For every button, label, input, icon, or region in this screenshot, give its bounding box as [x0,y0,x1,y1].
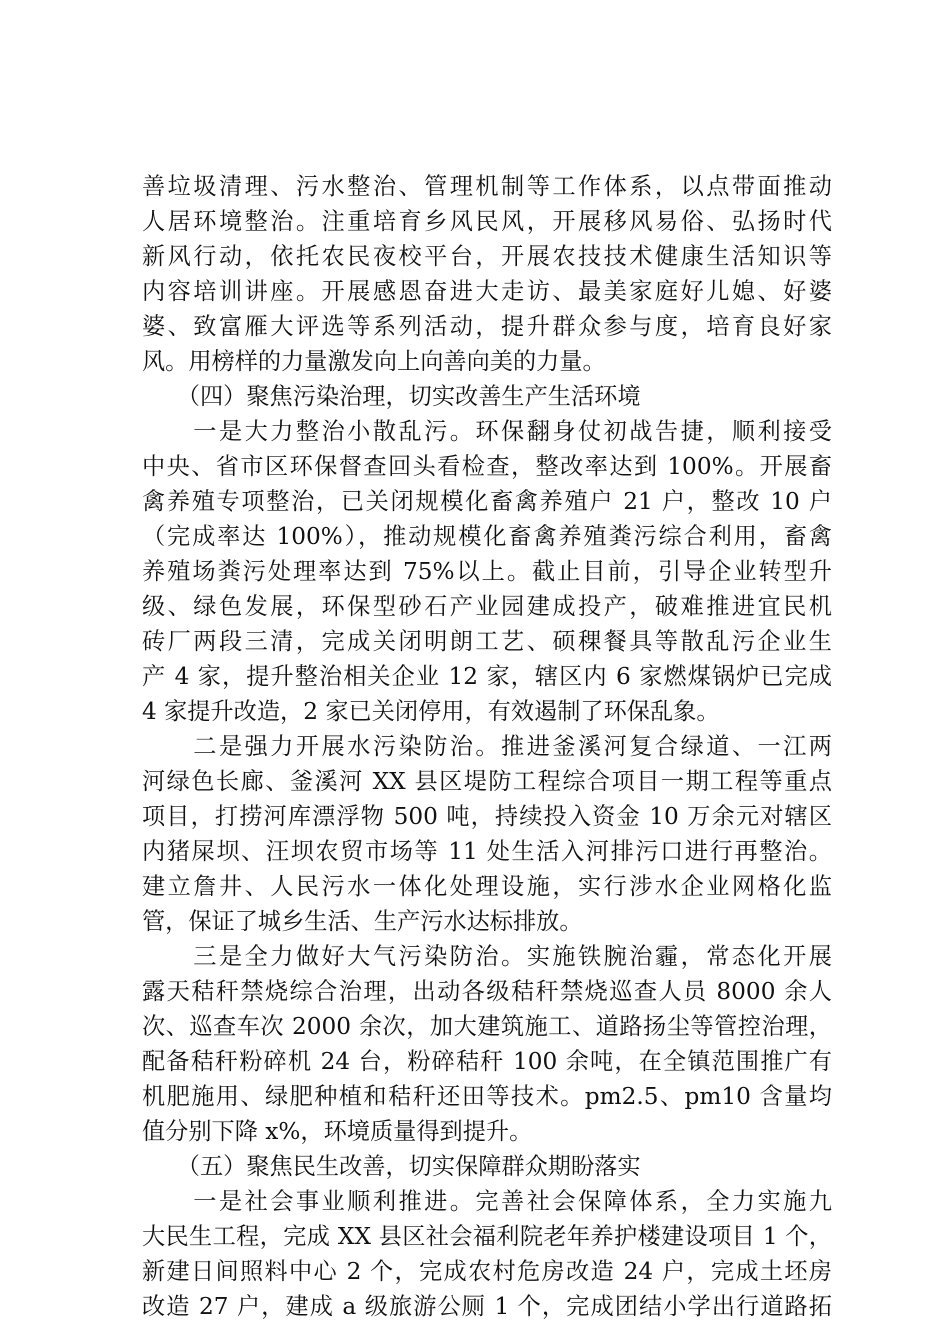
text-line: 新风行动，依托农民夜校平台，开展农技技术健康生活知识等 [142,243,832,270]
text-line: 级、绿色发展，环保型砂石产业园建成投产，破难推进宜民机 [142,593,832,620]
text-line: 禽养殖专项整治，已关闭规模化畜禽养殖户 21 户，整改 10 户 [142,488,832,515]
text-line: 一是社会事业顺利推进。完善社会保障体系，全力实施九 [142,1188,832,1215]
text-line: 机肥施用、绿肥种植和秸秆还田等技术。pm2.5、pm10 含量均 [142,1083,832,1110]
text-line: 河绿色长廊、釜溪河 XX 县区堤防工程综合项目一期工程等重点 [142,768,832,795]
section-heading: （五）聚焦民生改善，切实保障群众期盼落实 [142,1153,641,1180]
text-line: 内猪屎坝、汪坝农贸市场等 11 处生活入河排污口进行再整治。 [142,838,832,865]
text-line: 配备秸秆粉碎机 24 台，粉碎秸秆 100 余吨，在全镇范围推广有 [142,1048,832,1075]
text-line: 中央、省市区环保督查回头看检查，整改率达到 100%。开展畜 [142,453,832,480]
text-line: 三是全力做好大气污染防治。实施铁腕治霾，常态化开展 [142,943,832,970]
text-line: （完成率达 100%），推动规模化畜禽养殖粪污综合利用，畜禽 [142,523,832,550]
text-line: 婆、致富雁大评选等系列活动，提升群众参与度，培育良好家 [142,313,832,340]
text-line: 大民生工程，完成 XX 县区社会福利院老年养护楼建设项目 1 个， [142,1223,832,1250]
text-line: 4 家提升改造，2 家已关闭停用，有效遏制了环保乱象。 [142,698,720,725]
text-line: 人居环境整治。注重培育乡风民风，开展移风易俗、弘扬时代 [142,208,832,235]
text-line: 内容培训讲座。开展感恩奋进大走访、最美家庭好儿媳、好婆 [142,278,832,305]
text-line: 值分别下降 x%，环境质量得到提升。 [142,1118,533,1145]
text-line: 次、巡查车次 2000 余次，加大建筑施工、道路扬尘等管控治理， [142,1013,832,1040]
section-heading: （四）聚焦污染治理，切实改善生产生活环境 [142,383,641,410]
text-line: 新建日间照料中心 2 个，完成农村危房改造 24 户，完成土坯房 [142,1258,832,1285]
text-line: 管，保证了城乡生活、生产污水达标排放。 [142,908,583,935]
text-line: 善垃圾清理、污水整治、管理机制等工作体系，以点带面推动 [142,173,832,200]
text-line: 一是大力整治小散乱污。环保翻身仗初战告捷，顺利接受 [142,418,832,445]
text-line: 产 4 家，提升整治相关企业 12 家，辖区内 6 家燃煤锅炉已完成 [142,663,832,690]
text-line: 砖厂两段三清，完成关闭明朗工艺、硕稞餐具等散乱污企业生 [142,628,832,655]
text-line: 项目，打捞河库漂浮物 500 吨，持续投入资金 10 万余元对辖区 [142,803,832,830]
text-line: 养殖场粪污处理率达到 75%以上。截止目前，引导企业转型升 [142,558,832,585]
text-line: 二是强力开展水污染防治。推进釜溪河复合绿道、一江两 [142,733,832,760]
text-line: 建立詹井、人民污水一体化处理设施，实行涉水企业网格化监 [142,873,832,900]
text-line: 风。用榜样的力量激发向上向善向美的力量。 [142,348,606,375]
text-line: 改造 27 户，建成 a 级旅游公厕 1 个，完成团结小学出行道路拓 [142,1293,832,1320]
text-line: 露天秸秆禁烧综合治理，出动各级秸秆禁烧巡查人员 8000 余人 [142,978,832,1005]
